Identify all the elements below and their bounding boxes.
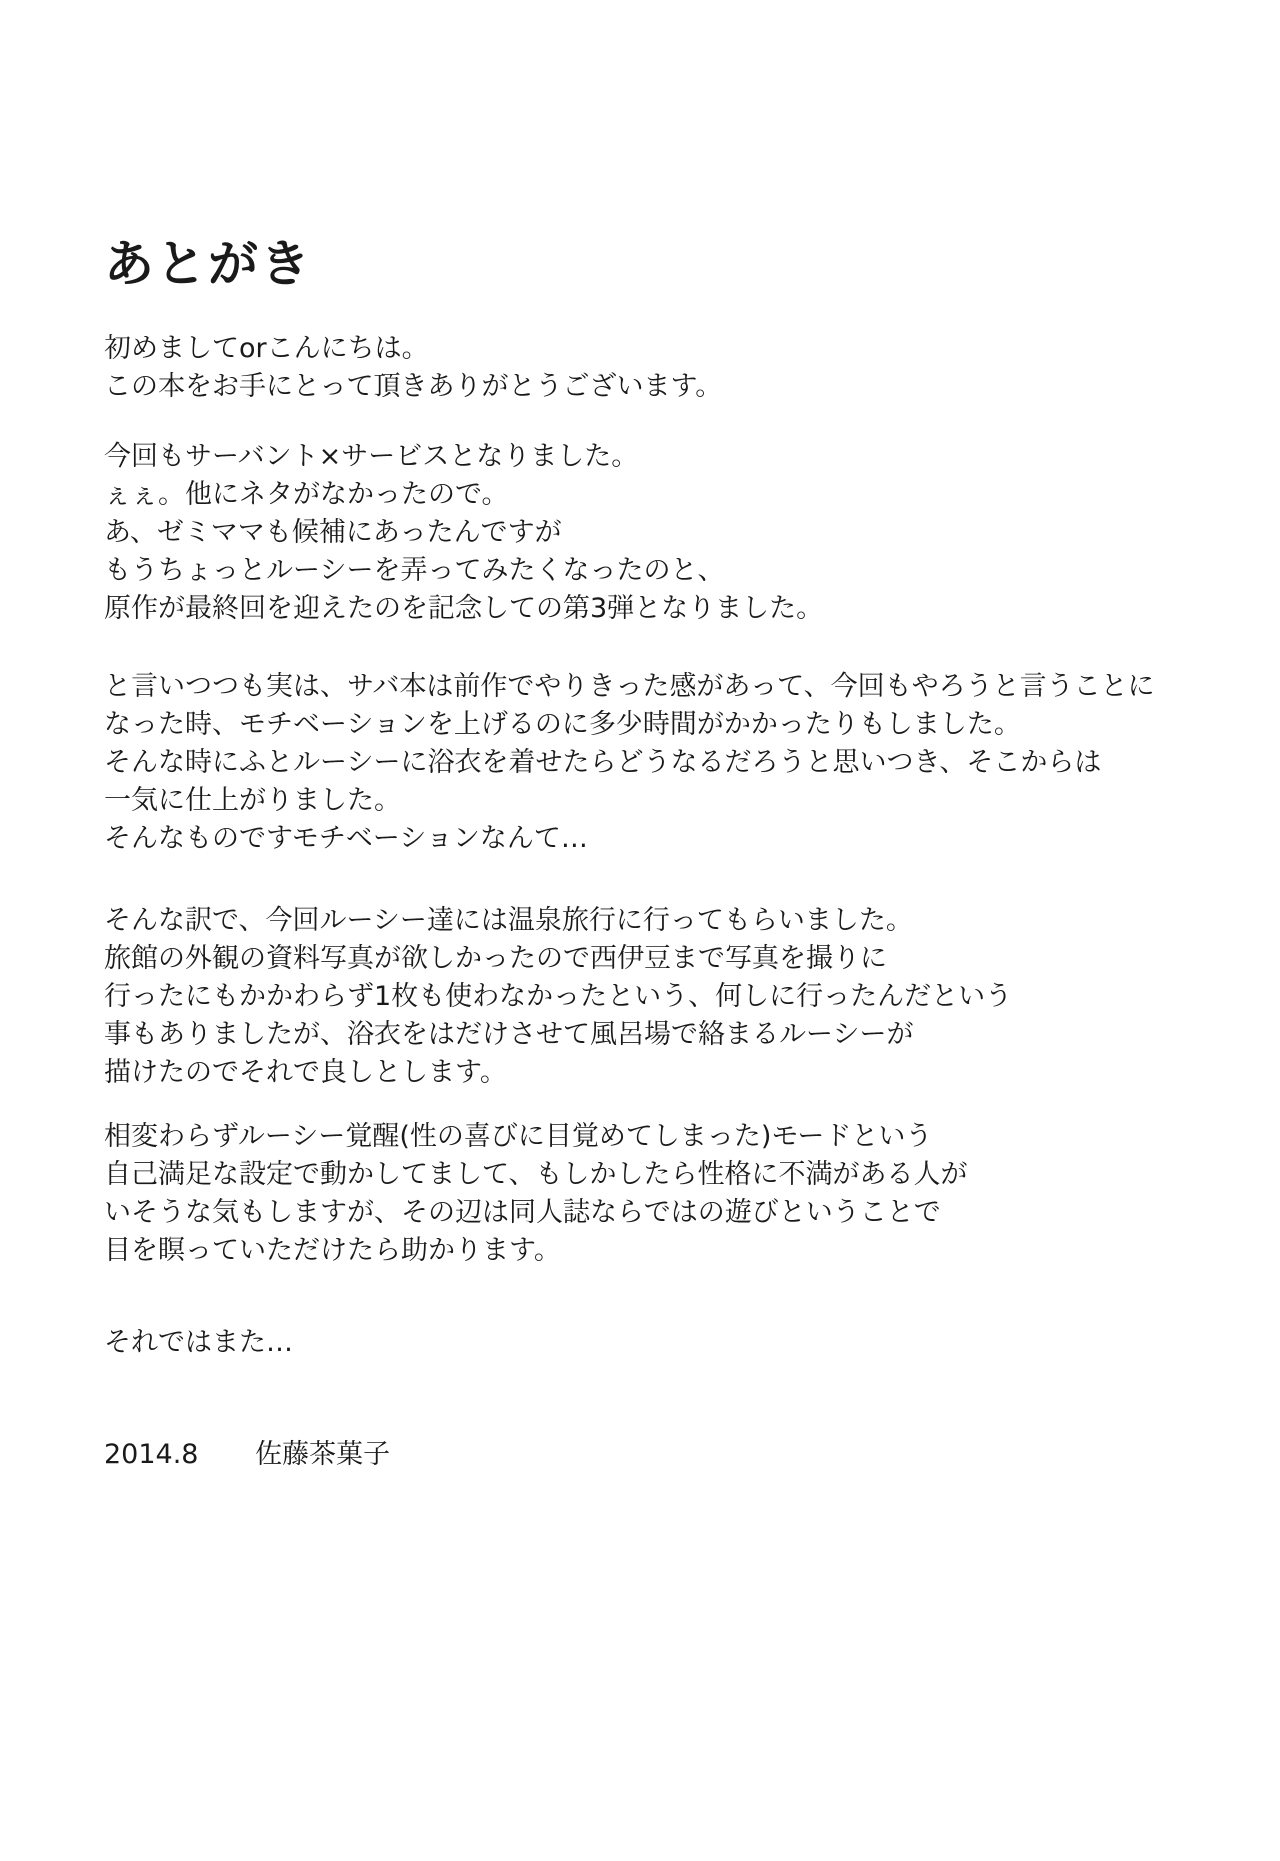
page-title: あとがき (104, 235, 312, 293)
text-line: 目を瞑っていただけたら助かります。 (104, 1235, 561, 1266)
paragraph-motivation (104, 668, 1190, 858)
text-line: 自己満足な設定で動かしてまして、もしかしたら性格に不満がある人が (104, 1159, 968, 1190)
text-line: そんなものですモチベーションなんて… (104, 823, 588, 854)
text-line: ぇぇ。他にネタがなかったので。 (104, 479, 509, 510)
text-line: 旅館の外観の資料写真が欲しかったので西伊豆まで写真を撮りに (104, 943, 887, 974)
text-line: と言いつつも実は、サバ本は前作でやりきった感があって、今回もやろうと言うことに (104, 671, 1155, 702)
text-line: そんな訳で、今回ルーシー達には温泉旅行に行ってもらいました。 (104, 905, 913, 936)
text-line: なった時、モチベーションを上げるのに多少時間がかかったりもしました。 (104, 709, 1021, 740)
text-line: もうちょっとルーシーを弄ってみたくなったのと、 (104, 555, 725, 586)
text-line: 今回もサーバント×サービスとなりました。 (104, 441, 639, 472)
text-line: 描けたのでそれで良しとします。 (104, 1057, 507, 1088)
closing-line: それではまた… (104, 1327, 293, 1358)
paragraph-onsen-trip (104, 902, 1190, 1092)
signature (104, 1436, 1190, 1474)
paragraph-theme (104, 438, 1190, 628)
text-line: あ、ゼミママも候補にあったんですが (104, 517, 562, 548)
signature-author: 佐藤茶菓子 (255, 1439, 391, 1470)
text-line: そんな時にふとルーシーに浴衣を着せたらどうなるだろうと思いつき、そこからは (104, 747, 1102, 778)
paragraph-greeting (104, 330, 1190, 406)
text-line: 初めましてorこんにちは。 (104, 333, 429, 364)
text-line: いそうな気もしますが、その辺は同人誌ならではの遊びということで (104, 1197, 941, 1228)
signature-date: 2014.8 (104, 1439, 199, 1470)
text-line: 原作が最終回を迎えたのを記念しての第3弾となりました。 (104, 593, 824, 624)
text-line: 相変わらずルーシー覚醒(性の喜びに目覚めてしまった)モードという (104, 1121, 933, 1152)
text-line: 事もありましたが、浴衣をはだけさせて風呂場で絡まるルーシーが (104, 1019, 914, 1050)
text-line: この本をお手にとって頂きありがとうございます。 (104, 371, 723, 402)
text-line: 行ったにもかかわらず1枚も使わなかったという、何しに行ったんだという (104, 981, 1013, 1012)
text-line: 一気に仕上がりました。 (104, 785, 401, 816)
paragraph-character-note (104, 1118, 1190, 1270)
